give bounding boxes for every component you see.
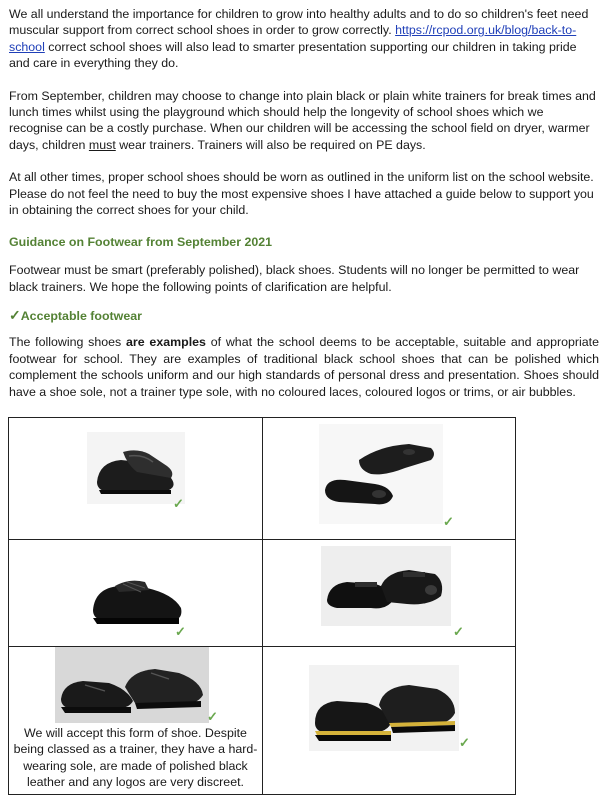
intro-paragraph-1: We all understand the importance for children to grow into healthy adults and to do so children's feet need muscular support from correct school shoes in order to grow correctly. https://rcpod.org.uk/blog/back-to-school correct school shoes will also lead to smarter presentation supporting our children in taking pride and care in everything they do.: [9, 7, 589, 71]
black-ballet-pump-image: [319, 424, 443, 524]
shoe-cell-2: [263, 418, 516, 540]
check-icon: ✓: [175, 624, 186, 639]
rcpod-link[interactable]: https://rcpod.org.uk/blog/back-to-school: [9, 23, 577, 54]
check-icon: ✓: [9, 307, 21, 324]
shoe-examples-table: [8, 417, 516, 795]
guidance-paragraph: Footwear must be smart (preferably polished), black shoes. Students will no longer be permitted to wear black trainers. We hope the following points of clarification are helpful.: [9, 263, 580, 294]
check-icon: ✓: [443, 514, 454, 529]
trainer-caption: We will accept this form of shoe. Despite being classed as a trainer, they have a hard-wearing sole, are made of polished black leather and any logos are very discreet.: [13, 726, 258, 790]
letter-body: [9, 6, 599, 400]
black-lace-up-shoe-image: [89, 566, 185, 630]
intro-paragraph-3: At all other times, proper school shoes should be worn as outlined in the uniform list on the school website. Please do not feel the need to buy the most expensive shoes I have attached a guide below to support you in obtaining the correct shoes for your child.: [9, 170, 594, 218]
shoe-cell-3: [9, 540, 263, 647]
check-icon: ✓: [453, 624, 464, 639]
check-icon: ✓: [173, 496, 184, 511]
black-leather-trainer-image: [55, 647, 209, 723]
check-icon: ✓: [459, 735, 470, 750]
guidance-heading: Guidance on Footwear from September 2021: [9, 235, 273, 250]
acceptable-footwear-heading: ✓Acceptable footwear: [9, 307, 142, 324]
shoe-cell-5: [9, 647, 263, 795]
acceptable-paragraph: The following shoes are examples of what the school deems to be acceptable, suitable and appropriate footwear for school. They are examples of traditional black school shoes that can be polished which complement the schools uniform and our high standards of personal dress and presentation. Shoes should have a shoe sole, not a trainer type sole, with no coloured laces, coloured logos or trims, or air bubbles.: [9, 335, 599, 399]
shoe-cell-4: [263, 540, 516, 647]
intro-paragraph-2: From September, children may choose to change into plain black or plain white trainers for break times and lunch times whilst using the playground which should help the longevity of school shoes which we recognise can be a costly purchase. When our children will be accessing the school field on dryer, warmer days, children must wear trainers. Trainers will also be required on PE days.: [9, 88, 596, 152]
check-icon: ✓: [207, 709, 218, 724]
shoe-cell-1: [9, 418, 263, 540]
shoe-cell-6: [263, 647, 516, 795]
black-doc-martens-shoe-image: [309, 665, 459, 751]
black-loafer-image: [87, 432, 185, 504]
black-mary-jane-shoe-image: [321, 546, 451, 626]
